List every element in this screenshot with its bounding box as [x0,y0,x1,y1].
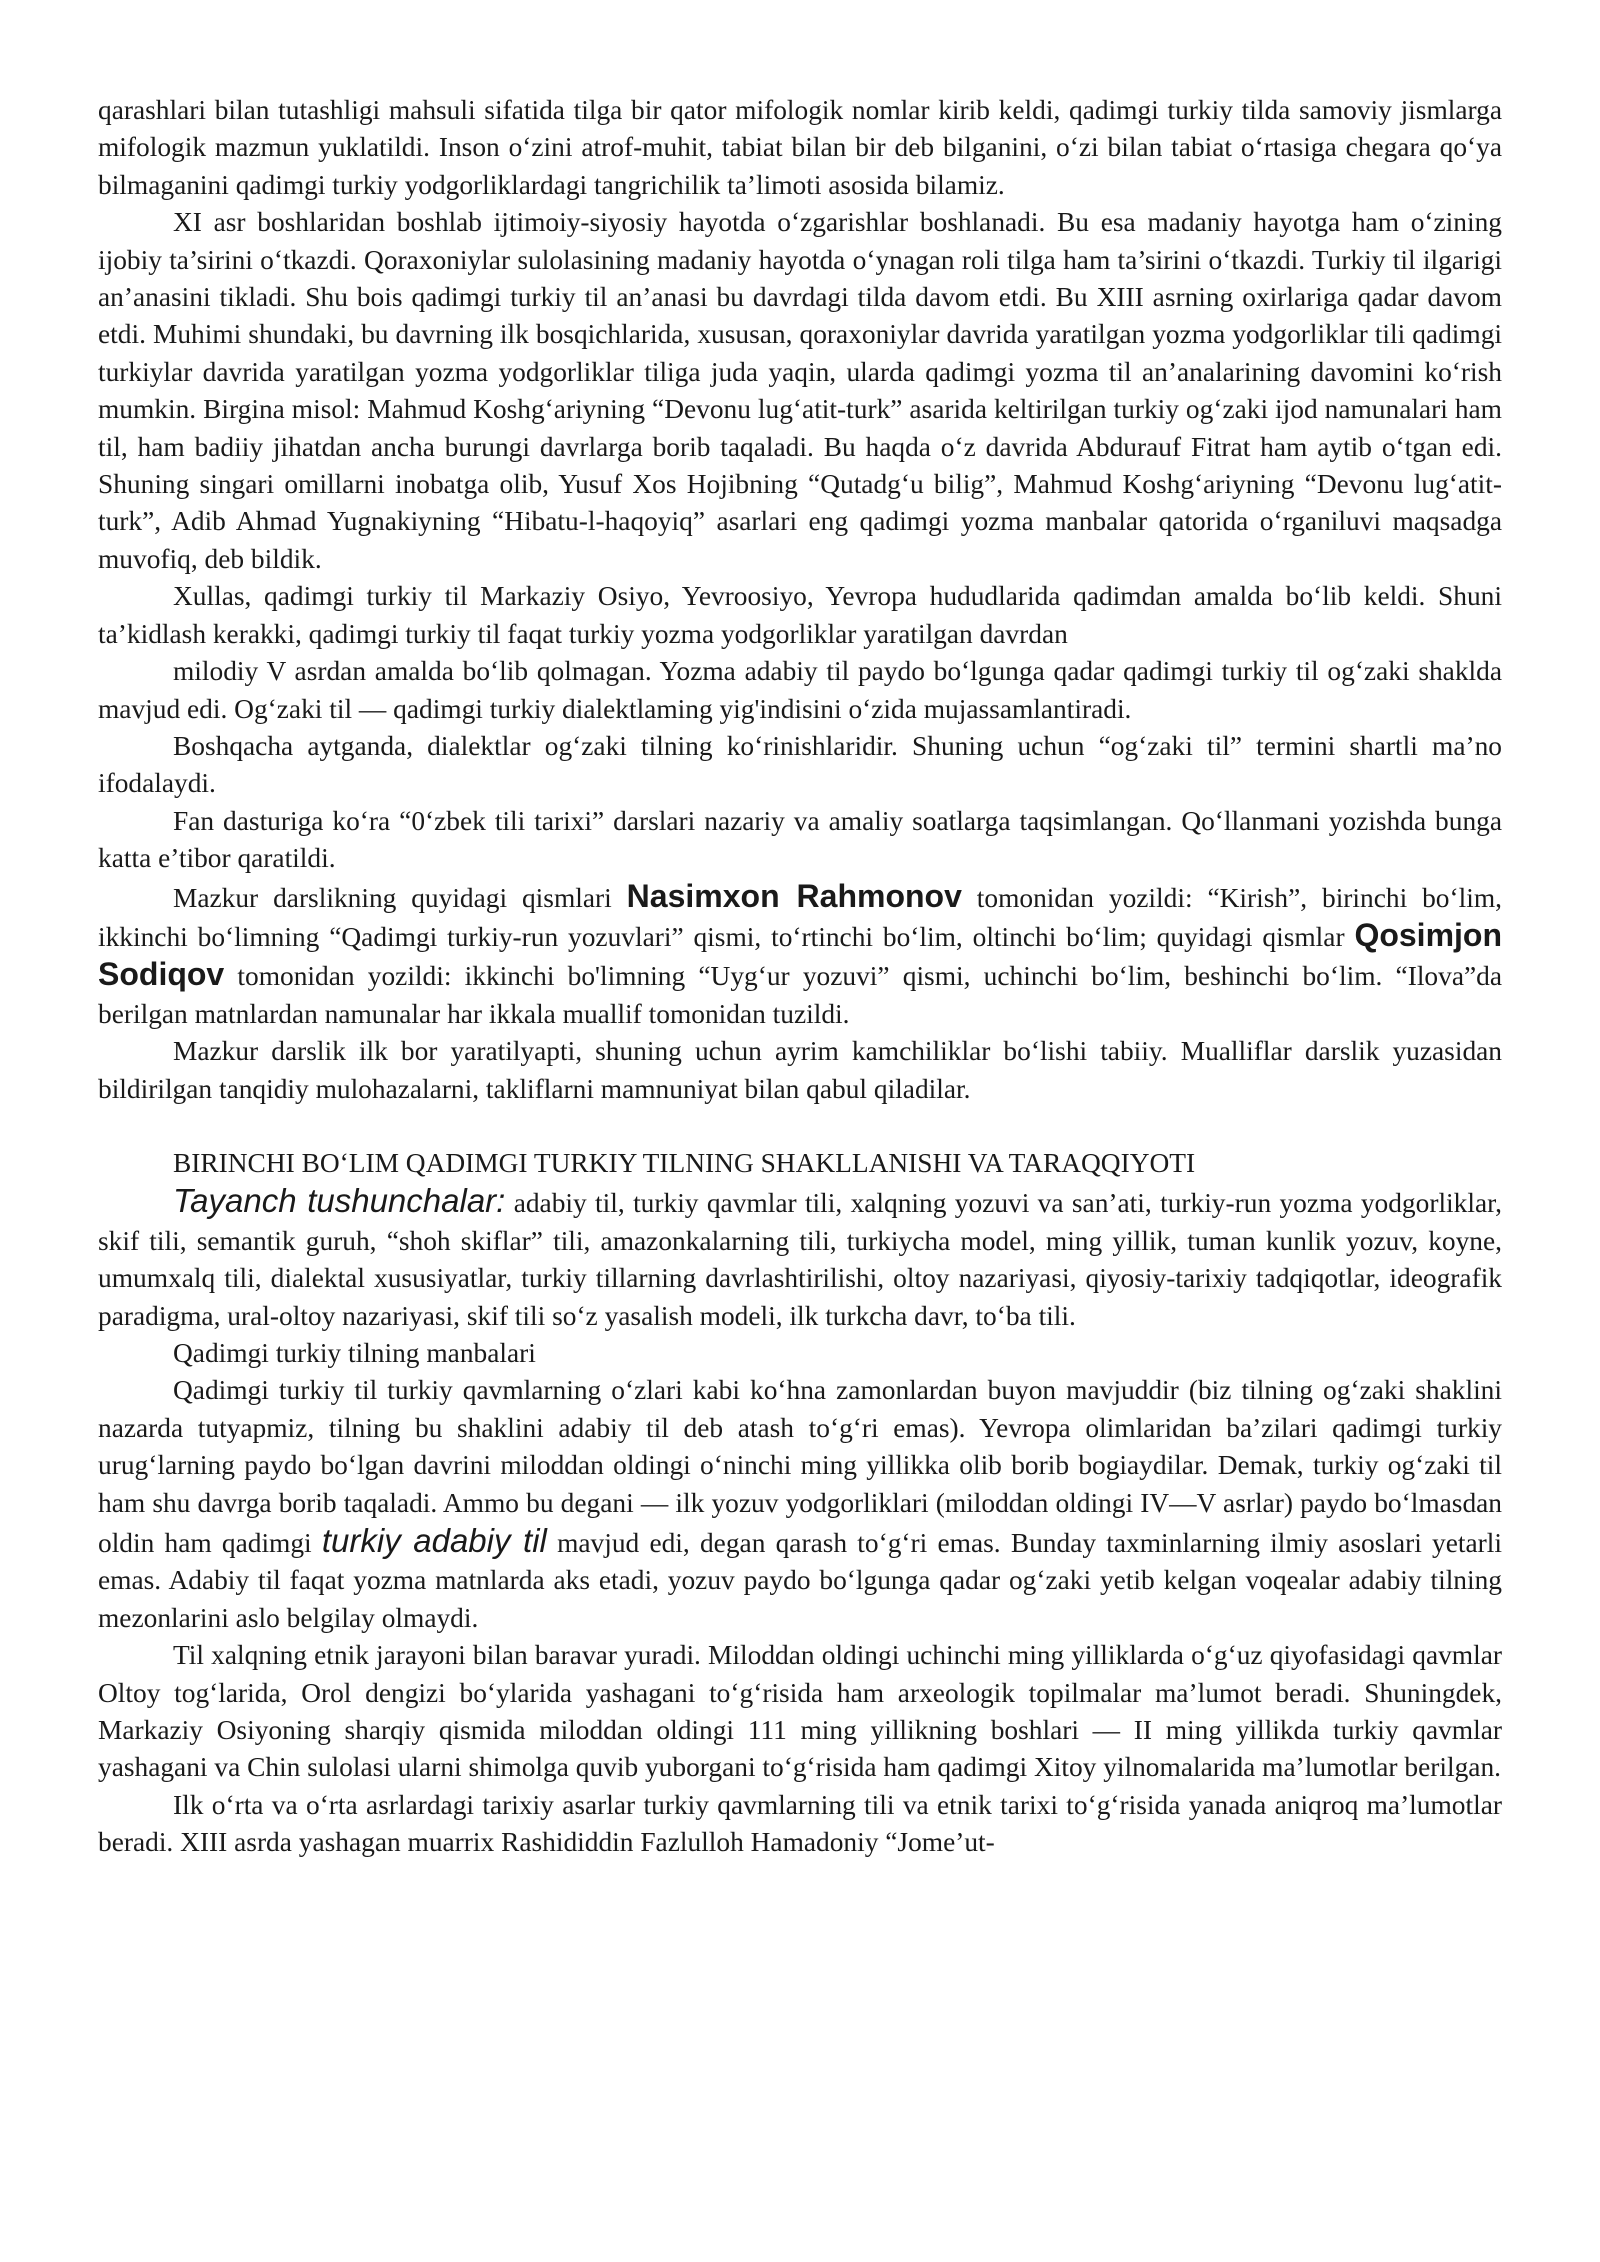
paragraph-dialects: Boshqacha aytganda, dialektlar og‘zaki tilning ko‘rinishlaridir. Shuning uchun “og‘zaki til” termini shartli ma’no ifodalaydi. [98,730,1502,799]
origins-text-a: Qadimgi turkiy til turkiy qavmlarning o‘zlari kabi ko‘hna zamonlardan buyon mavjuddir (biz tilning og‘zaki shaklini nazarda tutyapmiz, tilning bu shaklini adabiy til deb atash to‘g‘ri emas). Yevropa olimlaridan ba’zilari qadimgi turkiy urug‘larning paydo bo‘lgan davrini miloddan oldingi o‘ninchi ming yillikka olib borib bogiaydilar. Demak, turkiy og‘zaki til ham shu davrga borib taqaladi. Ammo bu degani — ilk yozuv yodgorliklari (miloddan oldingi IV—V asrlar) paydo bo‘lmasdan oldin ham qadimgi [98,1375,1502,1559]
section-heading: BIRINCHI BO‘LIM QADIMGI TURKIY TILNING SHAKLLANISHI VA TARAQQIYOTI [173,1147,1196,1178]
paragraph-medieval-sources: Ilk o‘rta va o‘rta asrlardagi tarixiy asarlar turkiy qavmlarning tili va etnik tarixi to‘g‘risida yanada aniqroq ma’lumotlar beradi. XIII asrda yashagan muarrix Rashididdin Fazlulloh Hamadoniy “Jome’ut- [98,1789,1502,1858]
authors-text-c: tomonidan yozildi: ikkinchi bo'limning “Uyg‘ur yozuvi” qismi, uchinchi bo‘lim, beshinchi bo‘lim. “Ilova”da berilgan matnlardan namunalar har ikkala muallif tomonidan tuzildi. [98,961,1502,1029]
key-terms-list: adabiy til, turkiy qavmlar tili, xalqning yozuvi va san’ati, turkiy-run yozma yodgorliklar, skif tili, semantik guruh, “shoh skiflar” tili, amazonkalarning tili, turkiycha model, ming yillik, tuman kunlik yozuv, koyne, umumxalq tili, dialektal xususiyatlar, turkiy tillarning davrlashtirilishi, oltoy nazariyasi, qiyosiy-tarixiy tadqiqotlar, ideografik paradigma, ural-oltoy nazariyasi, skif tili so‘z yasalish modeli, ilk turkcha davr, to‘ba tili. [98,1188,1502,1331]
document-page [98,92,1502,1862]
authors-text-b: tomonidan yozildi: “Kirish”, birinchi bo‘lim, ikkinchi bo‘limning “Qadimgi turkiy-run yozuvlari” qismi, to‘rtinchi bo‘lim, oltinchi bo‘lim; quyidagi qismlar [98,882,1502,952]
paragraph-oral-language: milodiy V asrdan amalda bo‘lib qolmagan. Yozma adabiy til paydo bo‘lgunga qadar qadimgi turkiy til og‘zaki shaklda mavjud edi. Og‘zaki til — qadimgi turkiy dialektlaming yig'indisini o‘zida mujassamlantiradi. [98,656,1502,724]
emphasized-term: turkiy adabiy til [321,1522,547,1560]
subheading: Qadimgi turkiy tilning manbalari [173,1338,536,1368]
key-terms-paragraph [98,1182,1502,1335]
paragraph-origins [98,1372,1502,1637]
paragraph-curriculum: Fan dasturiga ko‘ra “0‘zbek tili tarixi” darslari nazariy va amaliy soatlarga taqsimlangan. Qo‘llanmani yozishda bunga katta e’tibor qaratildi. [98,805,1502,874]
paragraph-ethnic-process: Til xalqning etnik jarayoni bilan baravar yuradi. Miloddan oldingi uchinchi ming yilliklarda o‘g‘uz qiyofasidagi qavmlar Oltoy tog‘larida, Orol dengizi bo‘ylarida yashagani to‘g‘risida ham arxeologik topilmalar ma’lumot beradi. Shuningdek, Markaziy Osiyoning sharqiy qismida miloddan oldingi 111 ming yillikning boshlari — II ming yillikda turkiy qavmlar yashagani va Chin sulolasi ularni shimolga quvib yuborgani to‘g‘risida ham qadimgi Xitoy yilnomalarida ma’lumotlar berilgan. [98,1640,1502,1783]
paragraph-first-edition: Mazkur darslik ilk bor yaratilyapti, shuning uchun ayrim kamchiliklar bo‘lishi tabiiy. Mualliflar darslik yuzasidan bildirilgan tanqidiy mulohazalarni, takliflarni mamnuniyat bilan qabul qiladilar. [98,1036,1502,1104]
paragraph-authors [98,878,1502,1034]
author-name-2: Qosimjon Sodiqov [98,916,1502,993]
paragraph-continuation: qarashlari bilan tutashligi mahsuli sifatida tilga bir qator mifologik nomlar kirib keldi, qadimgi turkiy tilda samoviy jismlarga mifologik mazmun yuklatildi. Inson o‘zini atrof-muhit, tabiat bilan bir deb bilganini, o‘zi bilan tabiat o‘rtasiga chegara qo‘ya bilmaganini qadimgi turkiy yodgorliklardagi tangrichilik ta’limoti asosida bilamiz. [98,95,1502,200]
paragraph-xi-century: XI asr boshlaridan boshlab ijtimoiy-siyosiy hayotda o‘zgarishlar boshlanadi. Bu esa madaniy hayotga ham o‘zining ijobiy ta’sirini o‘tkazdi. Qoraxoniylar sulolasining madaniy hayotda o‘ynagan roli tilga ham ta’sirini o‘tkazdi. Turkiy til ilgarigi an’anasini tikladi. Shu bois qadimgi turkiy til an’anasi bu davrdagi tilda davom etdi. Bu XIII asrning oxirlariga qadar davom etdi. Muhimi shundaki, bu davrning ilk bosqichlarida, xususan, qoraxoniylar davrida yaratilgan yozma yodgorliklar tili qadimgi turkiylar davrida yaratilgan yozma yodgorliklar tiliga juda yaqin, ularda qadimgi yozma til an’analarining davomini ko‘rish mumkin. Birgina misol: Mahmud Koshg‘ariyning “Devonu lug‘atit-turk” asarida keltirilgan turkiy og‘zaki ijod namunalari ham til, ham badiiy jihatdan ancha burungi davrlarga borib taqaladi. Bu haqda o‘z davrida Abdurauf Fitrat ham aytib o‘tgan edi. Shuning singari omillarni inobatga olib, Yusuf Xos Hojibning “Qutadg‘u bilig”, Mahmud Koshg‘ariyning “Devonu lug‘atit-turk”, Adib Ahmad Yugnakiyning “Hibatu-l-haqoyiq” asarlari eng qadimgi yozma manbalar qatorida o‘rganiluvi maqsadga muvofiq, deb bildik. [98,207,1502,574]
key-terms-label: Tayanch tushunchalar: [173,1182,506,1220]
authors-text-a: Mazkur darslikning quyidagi qismlari [173,882,627,913]
paragraph-summary: Xullas, qadimgi turkiy til Markaziy Osiyo, Yevroosiyo, Yevropa hududlarida qadimdan amalda bo‘lib keldi. Shuni ta’kidlash kerakki, qadimgi turkiy til faqat turkiy yozma yodgorliklar yaratilgan davrdan [98,581,1502,649]
author-name-1: Nasimxon Rahmonov [626,877,962,914]
origins-text-b: mavjud edi, degan qarash to‘g‘ri emas. Bunday taxminlarning ilmiy asoslari yetarli emas. Adabiy til faqat yozma matnlarda aks etadi, yozuv paydo bo‘lgunga qadar og‘zaki yetib kelgan voqealar adabiy tilning mezonlarini aslo belgilay olmaydi. [98,1528,1503,1633]
